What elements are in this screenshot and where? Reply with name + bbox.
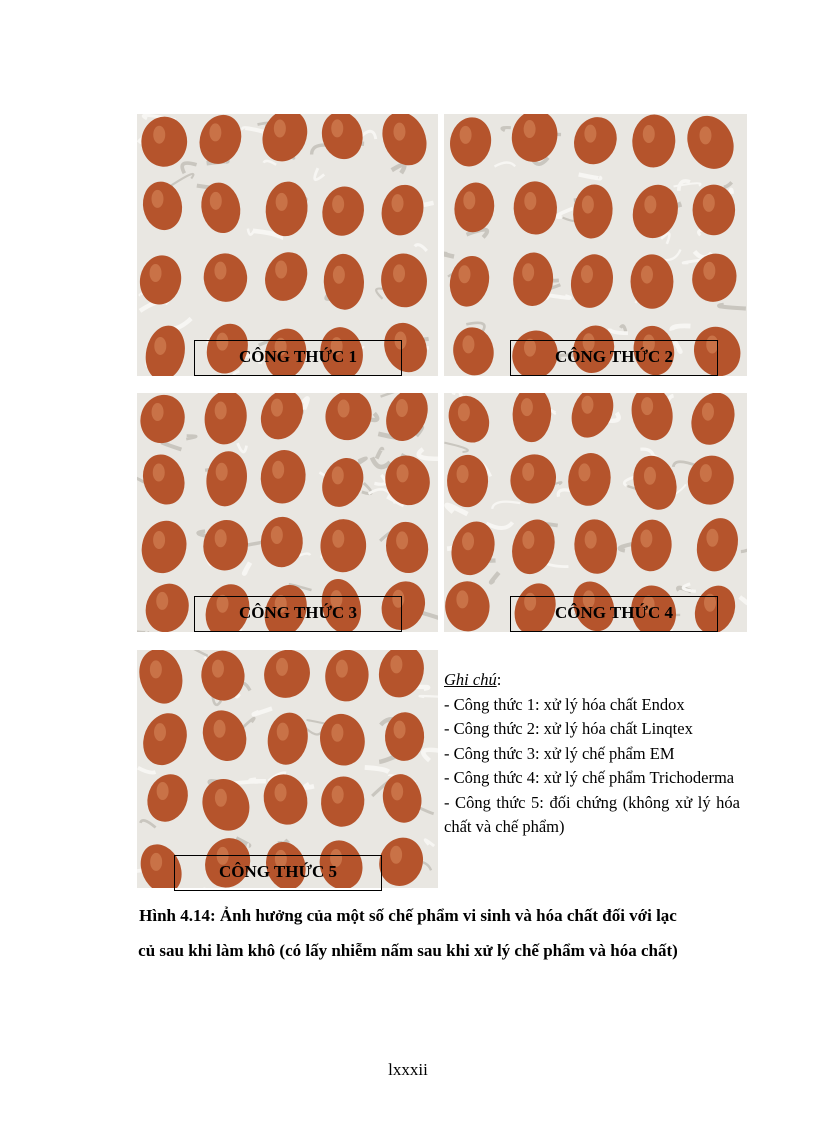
photo-formula-5	[137, 650, 438, 888]
figure-caption-line-1: Hình 4.14: Ảnh hưởng của một số chế phẩm vi sinh và hóa chất đối với lạc	[139, 906, 677, 925]
photo-label-5: CÔNG THỨC 5	[174, 855, 382, 891]
page-number: lxxxii	[388, 1060, 428, 1079]
peanut-seeds-image	[137, 650, 438, 888]
photo-formula-1	[137, 114, 438, 376]
peanut-seed	[630, 254, 673, 309]
peanut-seeds-image	[444, 114, 747, 376]
note-line-1: - Công thức 1: xử lý hóa chất Endox	[444, 694, 685, 714]
photo-label-4: CÔNG THỨC 4	[510, 596, 718, 632]
note-line-2: - Công thức 2: xử lý hóa chất Linqtex	[444, 719, 693, 738]
note-line-5: - Công thức 5: đối chứng (không xử lý hóa chất và chế phẩm)	[444, 792, 740, 836]
notes-heading: Ghi chú:	[444, 670, 502, 689]
photo-formula-2	[444, 114, 747, 376]
photo-label-3: CÔNG THỨC 3	[194, 596, 402, 632]
photo-label-1: CÔNG THỨC 1	[194, 340, 402, 376]
peanut-seed	[693, 185, 736, 236]
note-line-4: - Công thức 4: xử lý chế phẩm Trichoderma	[444, 768, 735, 787]
peanut-seeds-image	[137, 114, 438, 376]
note-line-3: - Công thức 3: xử lý chế phẩm EM	[444, 743, 675, 763]
notes-section	[444, 668, 740, 840]
figure-caption-line-2: củ sau khi làm khô (có lấy nhiễm nấm sau khi xử lý chế phẩm và hóa chất)	[138, 941, 678, 960]
photo-label-2: CÔNG THỨC 2	[510, 340, 718, 376]
